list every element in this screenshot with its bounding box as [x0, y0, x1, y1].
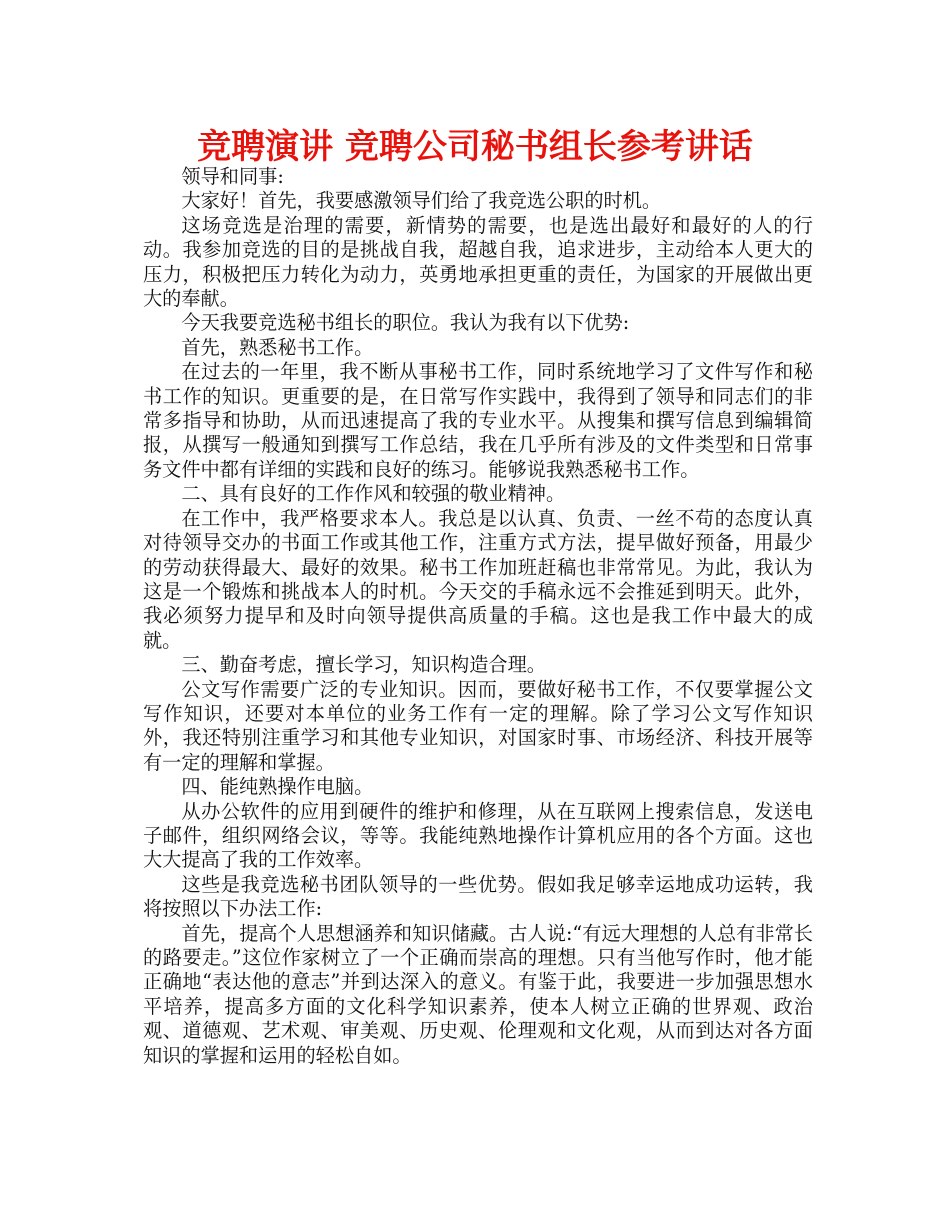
salutation: 领导和同事:: [181, 165, 284, 188]
heading-advantage-4: 四、能纯熟操作电脑。: [181, 775, 374, 799]
paragraph-purpose: 这场竞选是治理的需要，新情势的需要，也是选出最好和最好的人的行动。我参加竞选的目的是挑战自我，超越自我，追求进步，主动给本人更大的压力，积极把压力转化为动力，英勇地承担更重的责任，为国家的开展做出更大的奉献。: [143, 213, 813, 311]
paragraph-advantage-4: 从办公软件的应用到硬件的维护和修理，从在互联网上搜索信息，发送电子邮件，组织网络会议，等等。我能纯熟地操作计算机应用的各个方面。这也大大提高了我的工作效率。: [143, 799, 813, 872]
document-title: 竞聘演讲 竞聘公司秘书组长参考讲话: [197, 127, 753, 167]
paragraph-greeting: 大家好！首先，我要感激领导们给了我竞选公职的时机。: [181, 189, 662, 213]
paragraph-plan-intro: 这些是我竞选秘书团队领导的一些优势。假如我足够幸运地成功运转，我将按照以下办法工作:: [143, 872, 813, 921]
paragraph-advantage-1: 在过去的一年里，我不断从事秘书工作，同时系统地学习了文件写作和秘书工作的知识。更重要的是，在日常写作实践中，我得到了领导和同志们的非常多指导和协助，从而迅速提高了我的专业水平。从搜集和撰写信息到编辑简报，从撰写一般通知到撰写工作总结，我在几乎所有涉及的文件类型和日常事务文件中都有详细的实践和良好的练习。能够说我熟悉秘书工作。: [143, 360, 813, 481]
paragraph-advantage-2: 在工作中，我严格要求本人。我总是以认真、负责、一丝不苟的态度认真对待领导交办的书面工作或其他工作，注重方式方法，提早做好预备，用最少的劳动获得最大、最好的效果。秘书工作加班赶稿也非常常见。为此，我认为这是一个锻炼和挑战本人的时机。今天交的手稿永远不会推延到明天。此外，我必须努力提早和及时向领导提供高质量的手稿。这也是我工作中最大的成就。: [143, 506, 813, 652]
heading-advantage-3: 三、勤奋考虑，擅长学习，知识构造合理。: [181, 653, 546, 677]
heading-advantage-2: 二、具有良好的工作作风和较强的敬业精神。: [181, 482, 566, 506]
paragraph-plan-1: 首先，提高个人思想涵养和知识储藏。古人说:“有远大理想的人总有非常长的路要走。”这位作家树立了一个正确而崇高的理想。只有当他写作时，他才能正确地“表达他的意志”并到达深入的意义。有鉴于此，我要进一步加强思想水平培养，提高多方面的文化科学知识素养，使本人树立正确的世界观、政治观、道德观、艺术观、审美观、历史观、伦理观和文化观，从而到达对各方面知识的掌握和运用的轻松自如。: [143, 921, 813, 1067]
heading-advantage-1: 首先，熟悉秘书工作。: [181, 335, 374, 359]
document-body: [143, 165, 813, 1068]
paragraph-advantage-3: 公文写作需要广泛的专业知识。因而，要做好秘书工作，不仅要掌握公文写作知识，还要对本单位的业务工作有一定的理解。除了学习公文写作知识外，我还特别注重学习和其他专业知识，对国家时事、市场经济、科技开展等有一定的理解和掌握。: [143, 677, 813, 774]
paragraph-position: 今天我要竞选秘书组长的职位。我认为我有以下优势:: [181, 311, 630, 335]
